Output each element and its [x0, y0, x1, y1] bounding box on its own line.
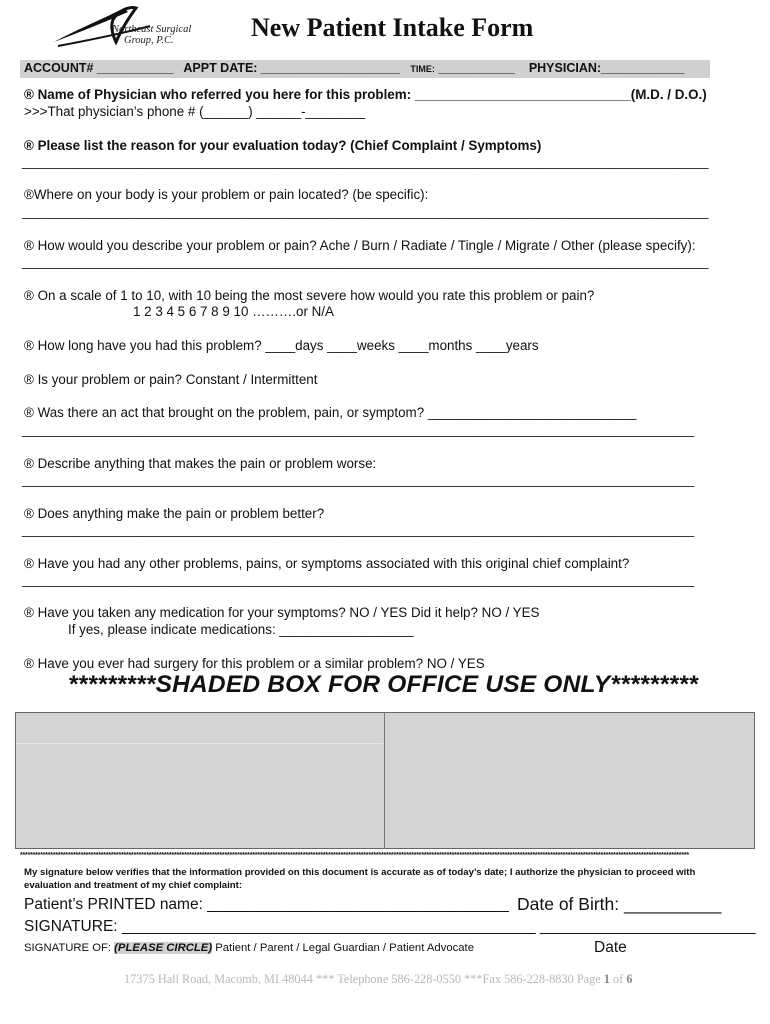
account-row — [24, 61, 684, 75]
q9-makes-worse: ® Describe anything that makes the pain or problem worse: — [24, 456, 377, 471]
office-use-banner: *********SHADED BOX FOR OFFICE USE ONLY********* — [68, 671, 698, 698]
footer-page-total: 6 — [626, 972, 633, 986]
logo-line2: Group, P.C. — [124, 35, 174, 46]
signer-role-options[interactable]: Patient / Parent / Legal Guardian / Patient Advocate — [212, 942, 474, 954]
q5-scale-options[interactable]: 1 2 3 4 5 6 7 8 9 10 ……….or N/A — [133, 304, 334, 319]
q12-medication[interactable]: ® Have you taken any medication for your symptoms? NO / YES Did it help? NO / YES — [24, 605, 540, 620]
q1-referring-physician[interactable]: ® Name of Physician who referred you here for this problem: _____________________________(M.D. / D.O.) — [24, 87, 707, 102]
q10-makes-better: ® Does anything make the pain or problem better? — [24, 506, 325, 521]
footer-of: of — [609, 972, 627, 986]
q3-answer-line[interactable]: ________________________________________________________________________________________________ — [22, 204, 709, 219]
physician-field[interactable]: PHYSICIAN:____________ — [528, 61, 685, 75]
verification-statement: My signature below verifies that the information provided on this document is accurate as of today’s date; I authorize the physician to proceed with evaluation and treatment of my chief complaint: — [24, 867, 696, 891]
q5-pain-scale: ® On a scale of 1 to 10, with 10 being the most severe how would you rate this problem or pain? — [24, 288, 595, 303]
appt-date-field[interactable]: APPT DATE: ____________________ — [183, 61, 400, 75]
q8-triggering-act[interactable]: ® Was there an act that brought on the problem, pain, or symptom? ____________________________ — [24, 405, 637, 420]
footer-page-number: 1 — [603, 972, 610, 986]
page-footer — [124, 972, 633, 987]
footer-address: 17375 Hall Road, Macomb, MI 48044 *** Telephone 586-228-0550 ***Fax 586-228-8830 Page — [124, 972, 604, 986]
q3-pain-location: ®Where on your body is your problem or pain located? (be specific): — [24, 187, 429, 202]
q4-pain-description: ® How would you describe your problem or pain? Ache / Burn / Radiate / Tingle / Migrate / Other (please specify): — [24, 238, 696, 253]
signature-of-row[interactable] — [24, 942, 474, 954]
time-field[interactable]: ___________ — [438, 61, 515, 75]
q4-answer-line[interactable]: ________________________________________________________________________________________________ — [22, 254, 709, 269]
q6-duration[interactable]: ® How long have you had this problem? ____days ____weeks ____months ____years — [24, 338, 539, 353]
signature-field[interactable]: SIGNATURE: ________________________________________________ — [24, 918, 536, 935]
account-field[interactable]: ACCOUNT# ___________ — [24, 61, 174, 75]
time-label: TIME: — [410, 64, 435, 74]
q11-associated-symptoms: ® Have you had any other problems, pains, or symptoms associated with this original chief complaint? — [24, 556, 630, 571]
q13-prior-surgery[interactable]: ® Have you ever had surgery for this problem or a similar problem? NO / YES — [24, 656, 485, 671]
office-use-box-divider — [384, 712, 385, 849]
date-label: Date — [594, 939, 627, 956]
q2-answer-line[interactable]: ________________________________________________________________________________________________ — [22, 154, 709, 169]
q9-answer-line[interactable]: ______________________________________________________________________________________________ — [22, 472, 694, 487]
office-use-box-highlight — [16, 743, 383, 744]
separator-stars: ************************************************************************************************************************************************************************************************************************************************************************* — [20, 852, 689, 859]
please-circle-label: (PLEASE CIRCLE) — [114, 942, 213, 954]
office-use-box — [15, 712, 755, 849]
page-title: New Patient Intake Form — [251, 13, 534, 42]
q1-physician-phone[interactable]: >>>That physician’s phone # (______) ______-________ — [24, 104, 366, 119]
printed-name-field[interactable]: Patient’s PRINTED name: ___________________________________ — [24, 896, 509, 913]
signature-of-label: SIGNATURE OF: — [24, 942, 115, 954]
q2-chief-complaint: ® Please list the reason for your evaluation today? (Chief Complaint / Symptoms) — [24, 138, 542, 153]
q8-answer-line[interactable]: ______________________________________________________________________________________________ — [22, 422, 694, 437]
q10-answer-line[interactable]: ______________________________________________________________________________________________ — [22, 522, 694, 537]
signature-date-line[interactable]: _________________________ — [540, 918, 756, 935]
date-of-birth-field[interactable]: Date of Birth: __________ — [517, 894, 722, 914]
q12-medication-list[interactable]: If yes, please indicate medications: __________________ — [68, 622, 414, 637]
logo-line1: Northeast Surgical — [112, 24, 192, 35]
q11-answer-line[interactable]: ______________________________________________________________________________________________ — [22, 572, 694, 587]
q7-constant-intermittent[interactable]: ® Is your problem or pain? Constant / Intermittent — [24, 372, 318, 387]
